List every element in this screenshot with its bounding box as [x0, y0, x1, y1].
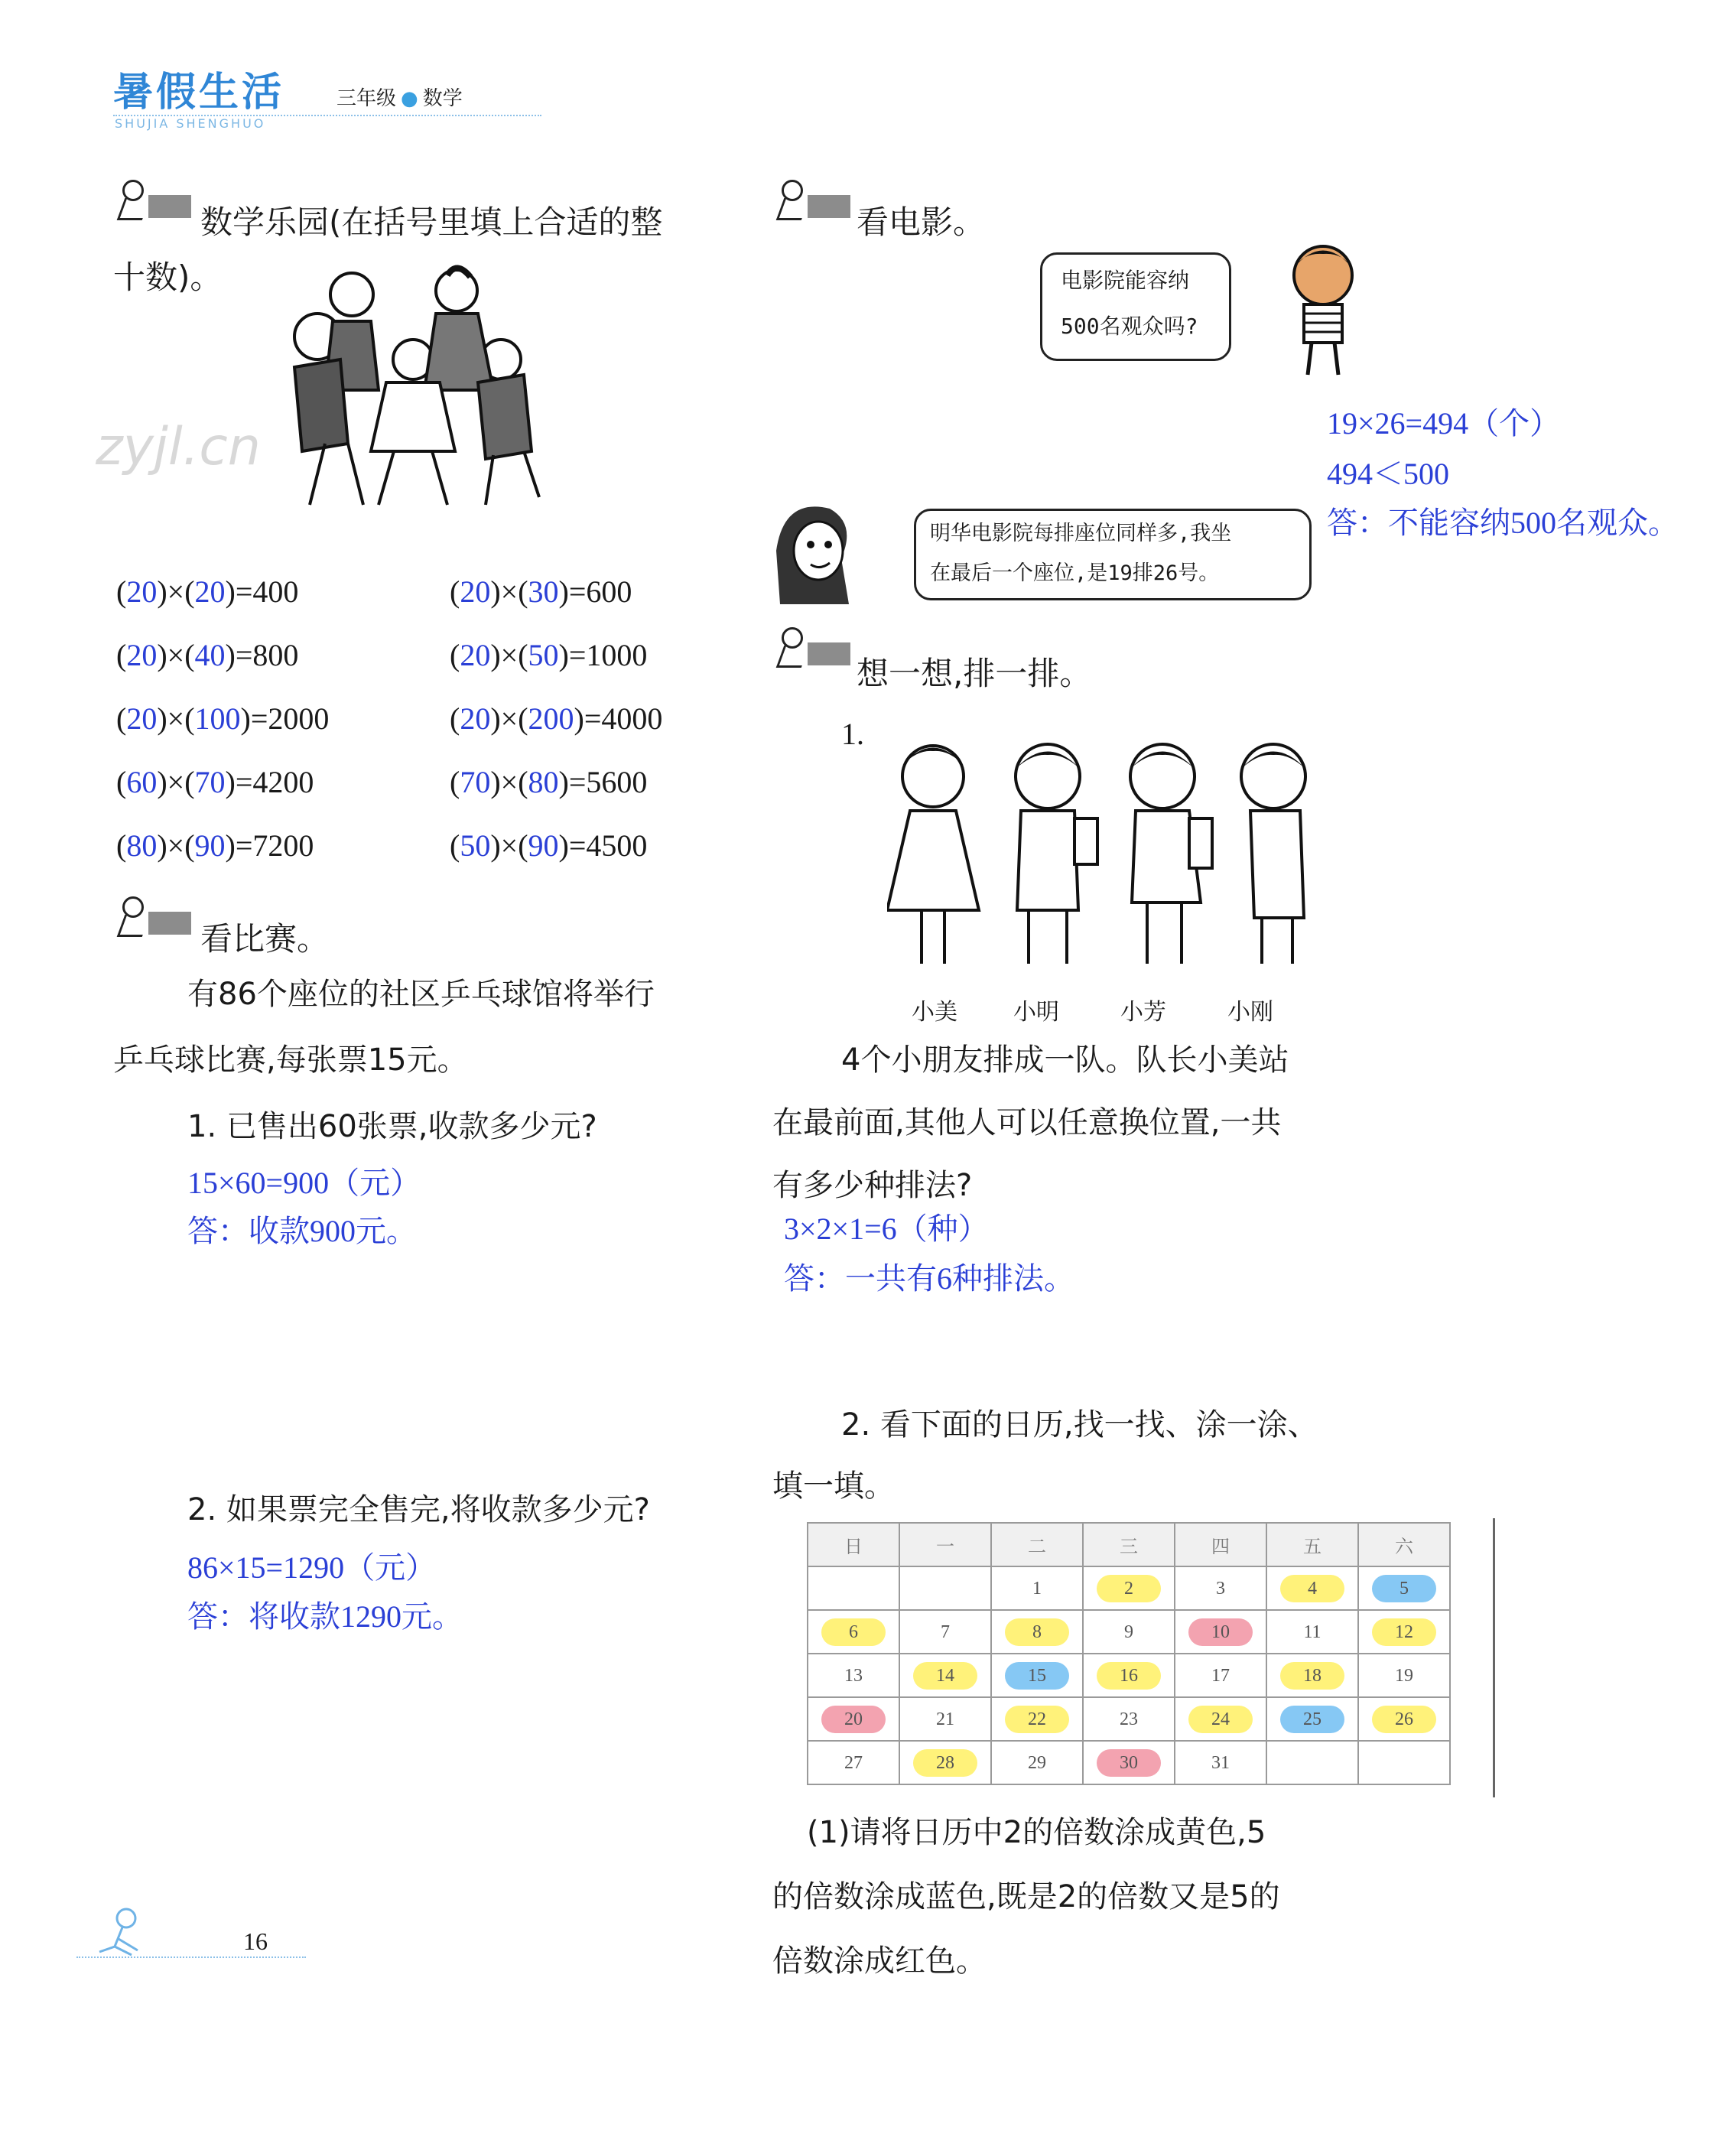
arrange-problem-line2: 在最前面,其他人可以任意换位置,一共 — [772, 1105, 1282, 1140]
problem-text: 有86个座位的社区乒乓球馆将举行 — [187, 977, 655, 1012]
calendar-day-number: 29 — [1028, 1752, 1046, 1773]
times-sign: )×( — [157, 574, 195, 609]
calendar-day-cell — [1083, 1741, 1175, 1784]
calendar-day-yellow-highlight: 4 — [1280, 1575, 1344, 1602]
movie-answer-compare: 494＜500 — [1327, 457, 1449, 491]
times-sign: )×( — [490, 638, 528, 672]
filled-factor-b: 40 — [194, 638, 226, 672]
calendar-day-cell — [991, 1566, 1083, 1610]
paren-open: ( — [450, 574, 460, 609]
calendar-day-number — [1372, 1746, 1436, 1774]
answer-1-statement: 答：收款900元。 — [187, 1214, 417, 1248]
times-sign: )×( — [157, 701, 195, 736]
calendar-day-cell — [808, 1610, 899, 1654]
calendar-day-yellow-highlight: 12 — [1372, 1618, 1436, 1646]
answer-2-equation: 86×15=1290（元） — [187, 1550, 437, 1585]
calendar-day-red-highlight: 10 — [1188, 1618, 1253, 1646]
filled-factor-b: 90 — [528, 828, 559, 863]
calendar-week-row — [808, 1654, 1450, 1697]
answer-2-statement: 答：将收款1290元。 — [187, 1599, 463, 1634]
instruction-line3: 倍数涂成红色。 — [772, 1943, 987, 1979]
calendar-day-yellow-highlight: 6 — [821, 1618, 886, 1646]
paren-open: ( — [116, 701, 127, 736]
section-title-math-park-cont: 十数)。 — [113, 259, 223, 296]
calendar-day-number: 31 — [1211, 1752, 1230, 1773]
filled-factor-b: 90 — [194, 828, 226, 863]
times-sign: )×( — [490, 701, 528, 736]
child-name-label: 小刚 — [1227, 999, 1273, 1026]
filled-factor-b: 30 — [528, 574, 559, 609]
calendar-weekday-header: 四 — [1175, 1523, 1266, 1566]
filled-factor-b: 100 — [194, 701, 241, 736]
calendar-day-cell — [1175, 1566, 1266, 1610]
calendar-week-row — [808, 1741, 1450, 1784]
equation — [450, 574, 632, 610]
part-2-question-line1: 2. 看下面的日历,找一找、涂一涂、 — [841, 1407, 1318, 1443]
calendar-weekday-header: 二 — [991, 1523, 1083, 1566]
calendar-day-cell — [899, 1741, 991, 1784]
arrange-problem-line1: 4个小朋友排成一队。队长小美站 — [841, 1042, 1289, 1078]
filled-factor-a: 80 — [126, 828, 158, 863]
calendar-week-row — [808, 1566, 1450, 1610]
paren-open: ( — [116, 574, 127, 609]
calendar-week-row — [808, 1697, 1450, 1741]
equation-result: )=4000 — [574, 701, 663, 736]
calendar-weekday-header: 一 — [899, 1523, 991, 1566]
child-name-label: 小美 — [912, 999, 957, 1026]
calendar-day-yellow-highlight: 24 — [1188, 1706, 1253, 1733]
equation-result: )=4200 — [225, 765, 314, 799]
grade-subject — [336, 83, 463, 111]
equation-result: )=7200 — [225, 828, 314, 863]
calendar-day-number — [1280, 1746, 1344, 1774]
calendar-day-number: 9 — [1124, 1621, 1133, 1642]
running-kid-icon — [115, 180, 191, 218]
times-sign: )×( — [157, 638, 195, 672]
equation — [116, 764, 314, 800]
calendar-day-cell — [899, 1566, 991, 1610]
times-sign: )×( — [490, 765, 528, 799]
calendar-day-yellow-highlight: 2 — [1097, 1575, 1161, 1602]
movie-answer-statement: 答：不能容纳500名观众。 — [1327, 506, 1679, 540]
calendar-day-number: 7 — [941, 1621, 950, 1642]
equation — [116, 574, 298, 610]
equation-result: )=600 — [558, 574, 632, 609]
filled-factor-a: 20 — [126, 701, 158, 736]
bubble-boy-line1: 电影院能容纳 — [1061, 268, 1190, 293]
part-2-question-line2: 填一填。 — [772, 1469, 895, 1504]
section-title-watch-movie: 看电影。 — [857, 203, 986, 241]
equation — [450, 701, 662, 737]
paren-open: ( — [450, 828, 460, 863]
answer-1-equation: 15×60=900（元） — [187, 1166, 421, 1200]
arrange-answer-equation: 3×2×1=6（种） — [784, 1212, 989, 1246]
calendar-day-cell — [808, 1741, 899, 1784]
calendar-day-number: 11 — [1303, 1621, 1322, 1642]
calendar-day-cell — [1083, 1697, 1175, 1741]
equation-result: )=2000 — [240, 701, 330, 736]
calendar-day-cell — [1175, 1654, 1266, 1697]
calendar-day-yellow-highlight: 14 — [913, 1662, 977, 1690]
filled-factor-b: 50 — [528, 638, 559, 672]
bubble-girl-line1: 明华电影院每排座位同样多,我坐 — [930, 522, 1232, 545]
calendar-day-yellow-highlight: 18 — [1280, 1662, 1344, 1690]
calendar-day-cell — [1358, 1697, 1450, 1741]
instruction-line1: (1)请将日历中2的倍数涂成黄色,5 — [807, 1815, 1266, 1850]
calendar-day-cell — [1266, 1697, 1358, 1741]
filled-factor-b: 80 — [528, 765, 559, 799]
calendar-day-number: 21 — [936, 1709, 954, 1729]
running-kid-icon — [774, 180, 850, 218]
equation — [116, 701, 329, 737]
calendar-day-cell — [899, 1654, 991, 1697]
question-2: 2. 如果票完全售完,将收款多少元? — [187, 1492, 650, 1527]
calendar-day-number: 19 — [1395, 1665, 1413, 1686]
calendar-day-cell — [1175, 1697, 1266, 1741]
equation-result: )=400 — [225, 574, 299, 609]
calendar-day-red-highlight: 20 — [821, 1706, 886, 1733]
page-edge-line — [1493, 1518, 1495, 1797]
paren-open: ( — [450, 638, 460, 672]
filled-factor-a: 60 — [126, 765, 158, 799]
running-kid-icon — [115, 896, 191, 935]
filled-factor-a: 20 — [460, 638, 491, 672]
calendar-day-blue-highlight: 15 — [1005, 1662, 1069, 1690]
calendar-day-cell — [991, 1654, 1083, 1697]
filled-factor-a: 20 — [460, 701, 491, 736]
section-title-math-park: 数学乐园(在括号里填上合适的整 — [200, 203, 663, 241]
dot-separator-icon: ● — [401, 87, 418, 110]
footer-divider — [76, 1956, 306, 1958]
bubble-girl-line2: 在最后一个座位,是19排26号。 — [930, 561, 1220, 585]
child-name-label: 小芳 — [1120, 999, 1166, 1026]
movie-answer-equation: 19×26=494（个） — [1327, 406, 1561, 441]
calendar-day-red-highlight: 30 — [1097, 1749, 1161, 1777]
calendar-weekday-header: 三 — [1083, 1523, 1175, 1566]
calendar-day-cell — [1358, 1741, 1450, 1784]
bubble-boy-line2: 500名观众吗? — [1061, 314, 1198, 339]
calendar-day-blue-highlight: 25 — [1280, 1706, 1344, 1733]
calendar-day-number — [821, 1572, 886, 1599]
calendar-day-cell — [1358, 1610, 1450, 1654]
calendar-day-blue-highlight: 5 — [1372, 1575, 1436, 1602]
calendar-weekday-header: 六 — [1358, 1523, 1450, 1566]
footer-kid-icon — [84, 1904, 153, 1958]
equation — [116, 828, 314, 864]
calendar-day-cell — [808, 1566, 899, 1610]
filled-factor-a: 50 — [460, 828, 491, 863]
page-number: 16 — [243, 1927, 268, 1955]
equation-result: )=800 — [225, 638, 299, 672]
watermark: zyjl.cn — [96, 417, 261, 477]
paren-open: ( — [450, 701, 460, 736]
filled-factor-a: 20 — [460, 574, 491, 609]
calendar-day-cell — [1358, 1654, 1450, 1697]
calendar-day-cell — [808, 1654, 899, 1697]
filled-factor-b: 200 — [528, 701, 574, 736]
equation-result: )=4500 — [558, 828, 648, 863]
filled-factor-a: 20 — [126, 574, 158, 609]
arrange-answer-statement: 答：一共有6种排法。 — [784, 1261, 1074, 1296]
calendar-day-yellow-highlight: 22 — [1005, 1706, 1069, 1733]
subject-label: 数学 — [422, 87, 463, 110]
speech-bubble-boy — [1040, 252, 1231, 361]
calendar-day-cell — [1266, 1610, 1358, 1654]
calendar-week-row — [808, 1610, 1450, 1654]
calendar-day-cell — [1083, 1654, 1175, 1697]
calendar-day-cell — [1083, 1610, 1175, 1654]
equation — [116, 637, 298, 673]
book-logo-subtitle: SHUJIA SHENGHUO — [115, 116, 266, 131]
calendar-day-number: 17 — [1211, 1665, 1230, 1686]
equation — [450, 637, 647, 673]
filled-factor-a: 70 — [460, 765, 491, 799]
paren-open: ( — [116, 765, 127, 799]
calendar-day-number: 27 — [844, 1752, 863, 1773]
girl-illustration — [769, 497, 860, 612]
child-name-label: 小明 — [1013, 999, 1059, 1026]
question-1: 1. 已售出60张票,收款多少元? — [187, 1109, 597, 1144]
running-kid-icon — [774, 627, 850, 665]
calendar-day-number: 13 — [844, 1665, 863, 1686]
boy-illustration — [1269, 237, 1377, 382]
calendar-day-cell — [1266, 1654, 1358, 1697]
calendar-day-cell — [991, 1610, 1083, 1654]
section-title-watch-match: 看比赛。 — [200, 920, 330, 958]
calendar-day-cell — [991, 1741, 1083, 1784]
calendar-day-yellow-highlight: 8 — [1005, 1618, 1069, 1646]
calendar-day-cell — [808, 1697, 899, 1741]
header-divider — [113, 115, 541, 116]
calendar-day-yellow-highlight: 28 — [913, 1749, 977, 1777]
calendar-header-row — [808, 1523, 1450, 1566]
calendar-day-number: 23 — [1120, 1709, 1138, 1729]
grade-label: 三年级 — [336, 87, 397, 110]
calendar-day-number — [913, 1572, 977, 1599]
times-sign: )×( — [157, 765, 195, 799]
filled-factor-b: 20 — [194, 574, 226, 609]
calendar-day-cell — [991, 1697, 1083, 1741]
equation-result: )=1000 — [558, 638, 648, 672]
calendar-day-cell — [1175, 1610, 1266, 1654]
calendar-day-number: 3 — [1216, 1578, 1225, 1599]
kids-dancing-illustration — [279, 260, 551, 516]
calendar-day-number: 1 — [1032, 1578, 1042, 1599]
paren-open: ( — [116, 828, 127, 863]
instruction-line2: 的倍数涂成蓝色,既是2的倍数又是5的 — [772, 1879, 1280, 1914]
calendar-day-cell — [1175, 1741, 1266, 1784]
calendar-weekday-header: 日 — [808, 1523, 899, 1566]
calendar-day-yellow-highlight: 16 — [1097, 1662, 1161, 1690]
calendar-day-cell — [1358, 1566, 1450, 1610]
arrange-problem-line3: 有多少种排法? — [772, 1168, 973, 1203]
filled-factor-b: 70 — [194, 765, 226, 799]
calendar-day-yellow-highlight: 26 — [1372, 1706, 1436, 1733]
paren-open: ( — [450, 765, 460, 799]
equation — [450, 764, 647, 800]
calendar-day-cell — [1083, 1566, 1175, 1610]
calendar-day-cell — [899, 1697, 991, 1741]
calendar-day-cell — [1266, 1741, 1358, 1784]
paren-open: ( — [116, 638, 127, 672]
calendar-day-cell — [899, 1610, 991, 1654]
book-logo: 暑假生活 — [113, 70, 285, 115]
calendar-table — [807, 1522, 1451, 1785]
equation — [450, 828, 647, 864]
calendar-weekday-header: 五 — [1266, 1523, 1358, 1566]
problem-text-cont: 乒乓球比赛,每张票15元。 — [113, 1042, 468, 1078]
times-sign: )×( — [490, 574, 528, 609]
times-sign: )×( — [157, 828, 195, 863]
part-1-number: 1. — [841, 717, 864, 751]
four-children-illustration — [887, 734, 1346, 987]
speech-bubble-girl — [914, 509, 1312, 600]
section-title-think-arrange: 想一想,排一排。 — [857, 655, 1092, 692]
calendar-day-cell — [1266, 1566, 1358, 1610]
equation-result: )=5600 — [558, 765, 648, 799]
times-sign: )×( — [490, 828, 528, 863]
filled-factor-a: 20 — [126, 638, 158, 672]
